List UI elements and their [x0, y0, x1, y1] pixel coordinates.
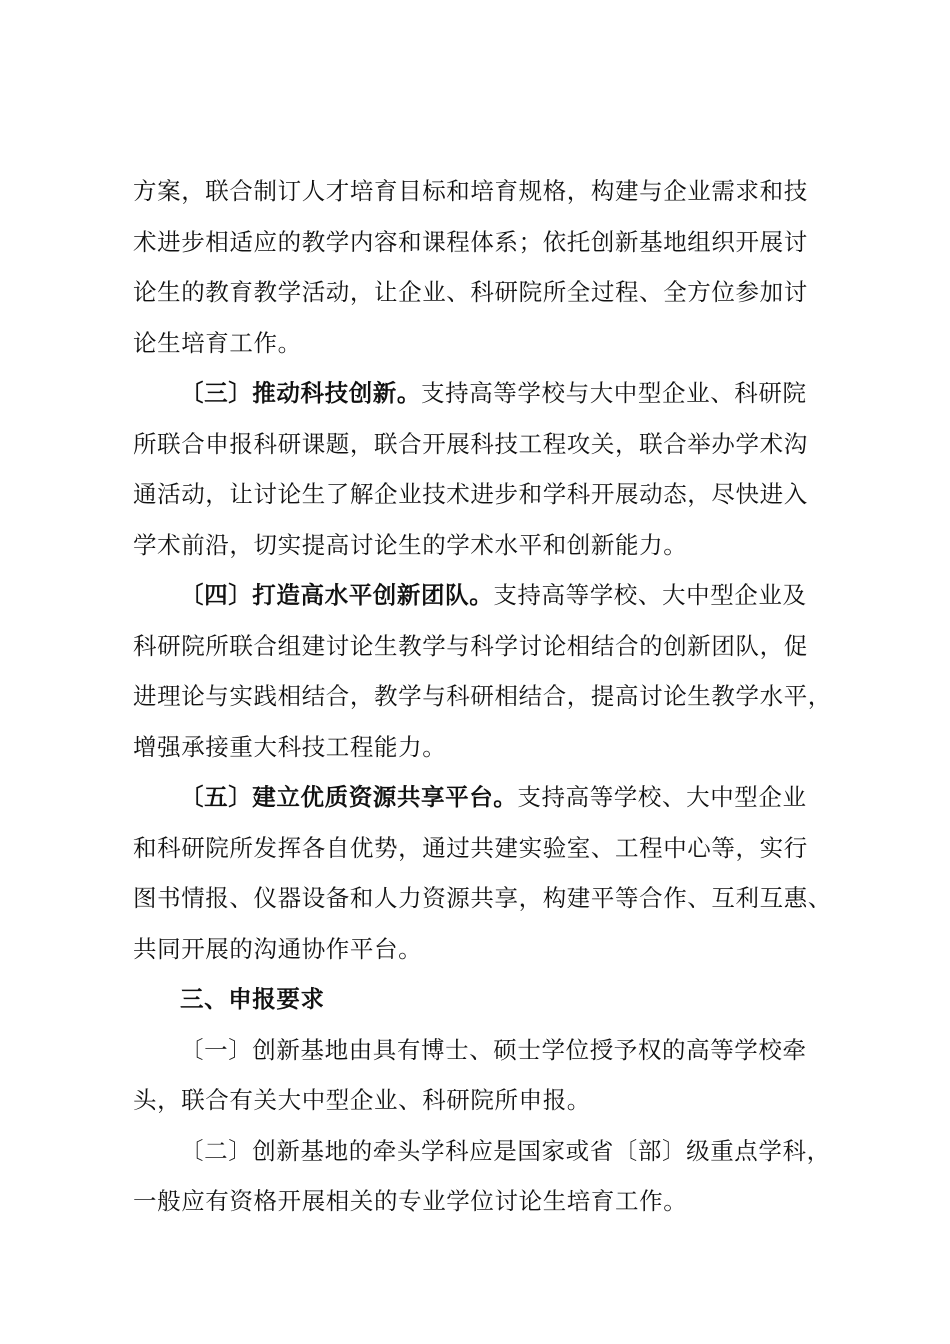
text-line: 进理论与实践相结合，教学与科研相结合，提高讨论生教学水平，	[133, 682, 832, 710]
text-line: 图书情报、仪器设备和人力资源共享，构建平等合作、互利互惠、	[133, 884, 832, 912]
text-line: 一般应有资格开展相关的专业学位讨论生培育工作。	[133, 1187, 688, 1215]
text-line	[133, 772, 832, 823]
text-line: 所联合申报科研课题，联合开展科技工程攻关，联合举办学术沟	[133, 429, 808, 458]
text-line: 共同开展的沟通协作平台。	[133, 934, 423, 963]
text-line: 论生的教育教学活动，让企业、科研院所全过程、全方位参加讨	[133, 278, 808, 306]
paragraph-5	[133, 1025, 832, 1126]
paragraph-4	[133, 772, 832, 974]
text-line: 通活动，让讨论生了解企业技术进步和学科开展动态，尽快进入	[133, 480, 808, 508]
text-line: 学术前沿，切实提高讨论生的学术水平和创新能力。	[133, 530, 688, 559]
text-run: 支持高等学校、大中型企业	[517, 783, 807, 811]
text-line: 头，联合有关大中型企业、科研院所申报。	[133, 1086, 591, 1114]
paragraph-heading: 〔五〕建立优质资源共享平台。	[180, 783, 518, 811]
paragraph-heading: 〔四〕打造高水平创新团队。	[180, 581, 494, 609]
paragraph-2	[133, 368, 832, 570]
section-heading: 三、申报要求	[180, 985, 325, 1013]
text-line	[133, 368, 832, 419]
paragraph-3	[133, 570, 832, 772]
paragraph-1	[133, 166, 832, 368]
text-line: 〔一〕创新基地由具有博士、硕士学位授予权的高等学校牵	[180, 1035, 807, 1064]
text-line: 和科研院所发挥各自优势，通过共建实验室、工程中心等，实行	[133, 833, 808, 862]
text-line: 增强承接重大科技工程能力。	[133, 732, 447, 761]
paragraph-6	[133, 1126, 832, 1227]
text-line: 方案，联合制订人才培育目标和培育规格，构建与企业需求和技	[133, 177, 808, 205]
text-line: 论生培育工作。	[133, 328, 302, 357]
text-line: 科研院所联合组建讨论生教学与科学讨论相结合的创新团队，促	[133, 631, 808, 660]
text-line	[133, 570, 832, 621]
text-run: 支持高等学校与大中型企业、科研院	[421, 379, 807, 407]
text-line: 〔二〕创新基地的牵头学科应是国家或省〔部〕级重点学科，	[180, 1136, 831, 1165]
paragraph-heading: 〔三〕推动科技创新。	[180, 379, 421, 407]
text-line: 术进步相适应的教学内容和课程体系；依托创新基地组织开展讨	[133, 227, 808, 256]
text-run: 支持高等学校、大中型企业及	[493, 581, 807, 609]
